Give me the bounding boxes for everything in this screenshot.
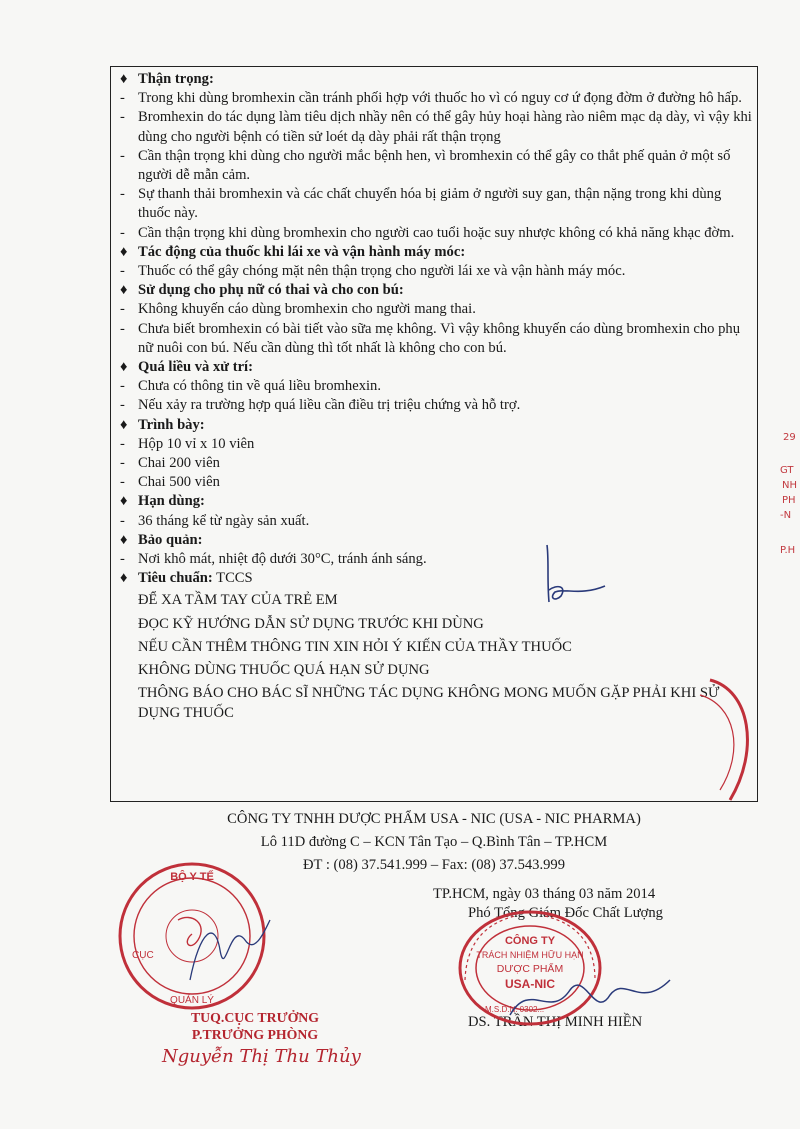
svg-text:BỘ Y TẾ: BỘ Y TẾ [170, 871, 214, 883]
document-body [118, 70, 754, 723]
partial-stamp-icon [690, 670, 760, 810]
company-name: CÔNG TY TNHH DƯỢC PHẨM USA - NIC (USA - NIC PHARMA) [227, 811, 641, 827]
list-item: - 36 tháng kể từ ngày sản xuất. [120, 512, 310, 529]
left-sign-line2: P.TRƯỞNG PHÒNG [191, 1027, 319, 1042]
list-item: - Sự thanh thải bromhexin và các chất chuyển hóa bị giảm ở người suy gan, thận nặng trong khi dùng thuốc này. [120, 186, 722, 222]
diamond-bullet-icon: ♦ [120, 531, 128, 548]
svg-text:USA-NIC: USA-NIC [505, 977, 555, 991]
svg-text:CỤC: CỤC [132, 950, 154, 961]
diamond-bullet-icon: ♦ [120, 71, 128, 87]
diamond-bullet-icon: ♦ [120, 493, 128, 510]
warning-line: ĐỂ XA TẦM TAY CỦA TRẺ EM [138, 592, 338, 609]
warning-line: NẾU CẦN THÊM THÔNG TIN XIN HỎI Ý KIẾN CỦA THẦY THUỐC [138, 638, 572, 655]
sign-role: Phó Tổng Giám Đốc Chất Lượng [468, 905, 663, 921]
list-item: - Nếu xảy ra trường hợp quá liều cần điều trị triệu chứng và hỗ trợ. [120, 397, 521, 414]
list-item: - Bromhexin do tác dụng làm tiêu dịch nhầy nên có thể gây hủy hoại hàng rào niêm mạc dạ dày, vì vậy khi dùng cho người bệnh có tiền sử loét dạ dày phải rất thận trọng [120, 109, 752, 145]
list-item: - Không khuyến cáo dùng bromhexin cho người mang thai. [120, 301, 476, 318]
section-heading: ♦ Quá liều và xử trí: [118, 358, 754, 377]
warning-line: ĐỌC KỸ HƯỚNG DẪN SỬ DỤNG TRƯỚC KHI DÙNG [138, 615, 484, 632]
section-heading: ♦ Hạn dùng: [118, 492, 754, 511]
signature-scribble-icon [170, 900, 280, 1000]
left-sign-line1: TUQ.CỤC TRƯỞNG [190, 1010, 319, 1025]
list-item: - Chai 200 viên [120, 455, 220, 472]
edge-mark: GT [780, 465, 794, 476]
svg-text:CÔNG TY: CÔNG TY [504, 935, 556, 947]
section-heading: ♦ Trình bày: [118, 416, 754, 435]
sign-date: TP.HCM, ngày 03 tháng 03 năm 2014 [433, 886, 656, 902]
pen-mark-icon [525, 540, 615, 620]
section-heading: ♦ Tác động của thuốc khi lái xe và vận hành máy móc: [118, 243, 754, 262]
diamond-bullet-icon: ♦ [120, 359, 128, 376]
svg-text:DƯỢC PHẨM: DƯỢC PHẨM [496, 963, 564, 975]
diamond-bullet-icon: ♦ [120, 282, 128, 299]
edge-mark: 29 [783, 432, 796, 443]
svg-text:QUẢN LÝ: QUẢN LÝ [170, 995, 214, 1006]
warning-line: THÔNG BÁO CHO BÁC SĨ NHỮNG TÁC DỤNG KHÔNG MONG MUỐN GẶP PHẢI KHI SỬ DỤNG THUỐC [138, 685, 720, 721]
section-heading: ♦ Bảo quản: [118, 531, 754, 550]
list-item: - Hộp 10 vỉ x 10 viên [120, 435, 255, 452]
list-item: - Chưa biết bromhexin có bài tiết vào sữa mẹ không. Vì vậy không khuyến cáo dùng bromhexin cho phụ nữ nuôi con bú. Nếu cần dùng thì tốt nhất là không cho con bú. [120, 320, 741, 356]
section-heading: ♦ Sử dụng cho phụ nữ có thai và cho con bú: [118, 281, 754, 300]
warning-line: KHÔNG DÙNG THUỐC QUÁ HẠN SỬ DỤNG [138, 662, 430, 679]
list-item: - Thuốc có thể gây chóng mặt nên thận trọng cho người lái xe và vận hành máy móc. [120, 263, 626, 280]
diamond-bullet-icon: ♦ [120, 243, 128, 260]
edge-mark: -N [780, 510, 792, 521]
section-heading-standard: ♦ Tiêu chuẩn: TCCS [118, 569, 754, 588]
diamond-bullet-icon: ♦ [120, 416, 128, 433]
company-phone: ĐT : (08) 37.541.999 – Fax: (08) 37.543.999 [303, 857, 565, 873]
list-item: - Nơi khô mát, nhiệt độ dưới 30°C, tránh ánh sáng. [120, 551, 427, 568]
diamond-bullet-icon: ♦ [120, 570, 128, 587]
list-item: - Chai 500 viên [120, 474, 220, 491]
svg-text:TRÁCH NHIỆM HỮU HẠN: TRÁCH NHIỆM HỮU HẠN [476, 950, 584, 960]
left-signer-name: Nguyễn Thị Thu Thủy [162, 1046, 361, 1067]
section-heading: ♦ Thận trọng: [118, 70, 754, 89]
edge-mark: NH [782, 480, 797, 491]
edge-mark: P.H [780, 545, 796, 556]
list-item: - Chưa có thông tin về quá liều bromhexin. [120, 378, 381, 395]
edge-mark: PH [782, 495, 796, 506]
company-address: Lô 11D đường C – KCN Tân Tạo – Q.Bình Tân – TP.HCM [260, 834, 608, 850]
list-item: - Cần thận trọng khi dùng cho người mắc bệnh hen, vì bromhexin có thể gây co thắt phế quản ở một số người dễ mẫn cảm. [120, 147, 731, 184]
signature-scribble-icon [500, 960, 680, 1030]
svg-text:M.S.D.N: 0302...: M.S.D.N: 0302... [485, 1005, 545, 1014]
list-item: - Cần thận trọng khi dùng bromhexin cho người cao tuổi hoặc suy nhược không có khả năng khạc đờm. [120, 224, 735, 241]
signer-name: DS. TRẦN THỊ MINH HIỀN [468, 1014, 643, 1030]
list-item: - Trong khi dùng bromhexin cần tránh phối hợp với thuốc ho vì có nguy cơ ứ đọng đờm ở đường hô hấp. [120, 90, 742, 107]
